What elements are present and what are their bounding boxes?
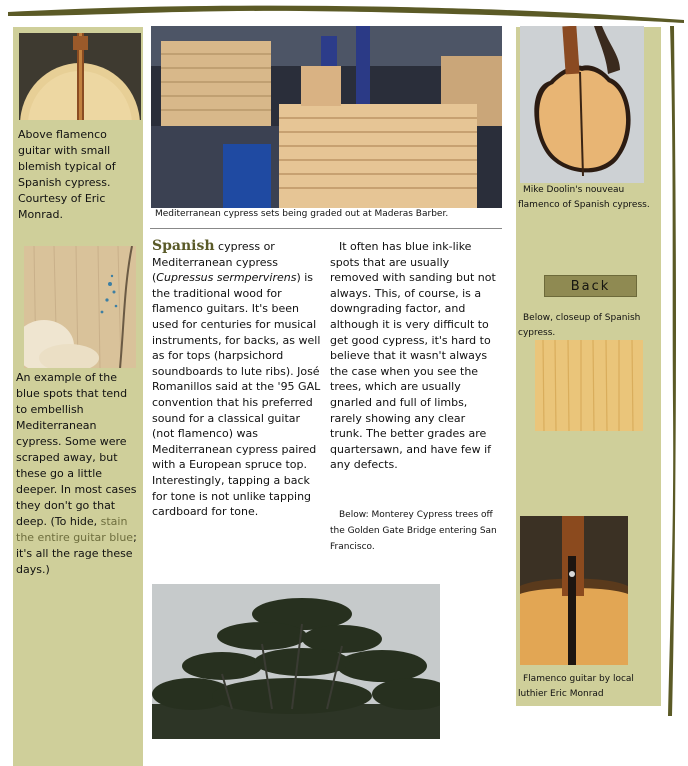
left-caption-blue-spots [16,370,140,578]
doolin-caption: Mike Doolin's nouveau flamenco of Spanish cypress. [518,185,650,210]
trees-caption: Below: Monterey Cypress trees off the Golden Gate Bridge entering San Francisco. [330,510,497,552]
cypress-closeup-photo [535,340,643,431]
article-lead-word: Spanish [152,238,215,254]
lumber-photo-caption: Mediterranean cypress sets being graded out at Maderas Barber. [155,209,449,219]
back-button[interactable]: Back [544,275,637,297]
guitar-back-photo [19,33,141,120]
article-column-2: It often has blue ink-like spots that are usually removed with sanding but not always. This, of course, is a downgrading factor, and although it is very difficult to get good cypress, it's hard to believe that it wasn't always the case when you see the trees, which are usually gnarled and full of limbs, rarely showing any clear trunk. The better grades are quartersawn, and have few if any defects. [330,240,496,472]
blue-spots-photo [24,246,136,368]
blue-spots-caption-tail: ; it's all the rage these days.) [16,531,137,576]
doolin-guitar-photo [520,26,644,183]
section-divider [150,228,502,229]
latin-name: Cupressus sermpervirens [156,271,297,285]
stain-blue-link[interactable]: stain the entire guitar blue [16,515,134,544]
article-column-1 [152,239,322,520]
closeup-caption: Below, closeup of Spanish cypress. [518,313,641,338]
blue-spots-caption-text: An example of the blue spots that tend to embellish Mediterranean cypress. Some were scraped away, but these go a little deeper. In most cases they don't go that deep. (To hide, [16,371,137,528]
right-brush-stroke [660,26,684,716]
article-intro: cypress or Mediterranean cypress ( [152,240,278,285]
article-body: ) is the traditional wood for flamenco guitars. It's been used for centuries for musical instruments, for backs, as well as for tops (harpsichord soundboards to lute ribs). José Romanillos said at the '95 GAL convention that his preferred sound for a classical guitar (not flamenco) was Mediterranean cypress paired with a European spruce top. Interestingly, tapping a back for tone is not unlike tapping cardboard for tone. [152,271,321,519]
lumber-warehouse-photo [151,26,502,208]
monterey-cypress-photo [152,584,440,739]
left-caption-guitar: Above flamenco guitar with small blemish typical of Spanish cypress. Courtesy of Eric Monrad. [18,128,116,221]
monrad-caption: Flamenco guitar by local luthier Eric Monrad [518,674,634,699]
monrad-guitar-photo [520,516,628,665]
